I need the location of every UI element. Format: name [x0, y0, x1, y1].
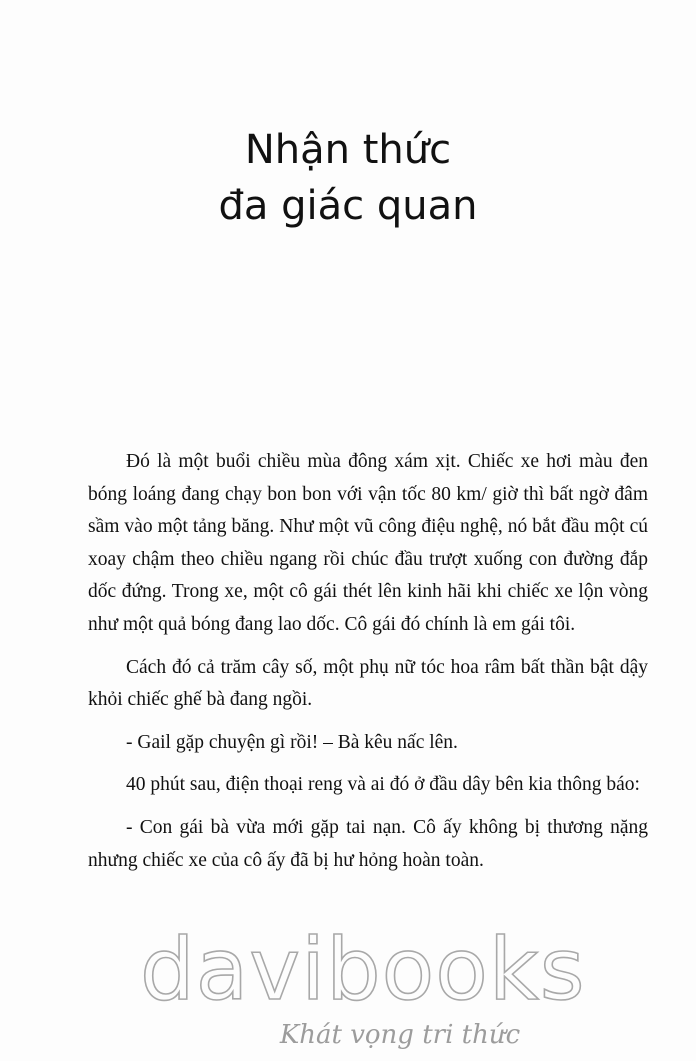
chapter-title: [0, 122, 696, 234]
paragraph-1: Đó là một buổi chiều mùa đông xám xịt. Chiếc xe hơi màu đen bóng loáng đang chạy bon bon với vận tốc 80 km/ giờ thì bất ngờ đâm sầm vào một tảng băng. Như một vũ công điệu nghệ, nó bắt đầu một cú xoay chậm theo chiều ngang rồi chúc đầu trượt xuống con đường đắp dốc đứng. Trong xe, một cô gái thét lên kinh hãi khi chiếc xe lộn vòng như một quả bóng đang lao dốc. Cô gái đó chính là em gái tôi.: [88, 451, 648, 635]
watermark-brand: davibooks: [140, 920, 586, 1020]
watermark-tagline: Khát vọng tri thức: [279, 1020, 521, 1050]
dialog-line-1: - Gail gặp chuyện gì rồi! – Bà kêu nấc lên.: [126, 731, 458, 753]
paragraph-2: Cách đó cả trăm cây số, một phụ nữ tóc hoa râm bất thần bật dậy khỏi chiếc ghế bà đang ngồi.: [88, 656, 648, 711]
chapter-title-line-2: đa giác quan: [218, 183, 478, 229]
chapter-title-line-1: Nhận thức: [244, 127, 452, 173]
dialog-line-2: - Con gái bà vừa mới gặp tai nạn. Cô ấy không bị thương nặng nhưng chiếc xe của cô ấy đã bị hư hỏng hoàn toàn.: [88, 816, 648, 871]
paragraph-3: 40 phút sau, điện thoại reng và ai đó ở đầu dây bên kia thông báo:: [126, 774, 640, 796]
body-text: [88, 446, 648, 877]
